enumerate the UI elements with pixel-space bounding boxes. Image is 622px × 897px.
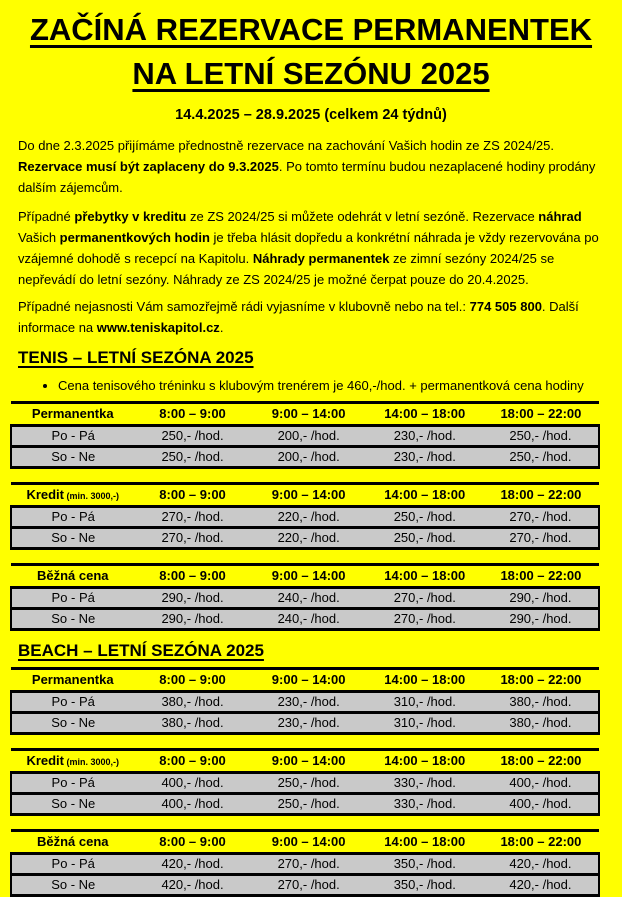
- price-cell: 420,- /hod.: [134, 854, 250, 875]
- price-cell: 250,- /hod.: [251, 794, 367, 815]
- price-cell: 420,- /hod.: [134, 875, 250, 896]
- price-cell: 380,- /hod.: [483, 713, 599, 734]
- price-cell: 250,- /hod.: [483, 447, 599, 468]
- bold-text-run: náhrad: [538, 209, 582, 224]
- time-slot-header: 18:00 – 22:00: [483, 484, 599, 507]
- paragraph-priority-reservations: [18, 135, 602, 198]
- table-category-label: [11, 750, 134, 773]
- price-cell: 250,- /hod.: [367, 507, 483, 528]
- bold-text-run: Náhrady permanentek: [252, 251, 390, 266]
- price-cell: 290,- /hod.: [134, 588, 250, 609]
- price-cell: 270,- /hod.: [251, 854, 367, 875]
- paragraph-contact-info: [18, 296, 602, 338]
- price-cell: 400,- /hod.: [483, 794, 599, 815]
- table-row: [11, 609, 599, 630]
- day-range-label: So - Ne: [11, 528, 134, 549]
- price-cell: 230,- /hod.: [367, 447, 483, 468]
- table-header-row: [11, 831, 599, 854]
- time-slot-header: 8:00 – 9:00: [134, 484, 250, 507]
- text-run: Případné: [18, 209, 75, 224]
- time-slot-header: 8:00 – 9:00: [134, 565, 250, 588]
- table-row: [11, 713, 599, 734]
- time-slot-header: 18:00 – 22:00: [483, 669, 599, 692]
- text-run: . Po tomto termínu budou nezaplacené hodiny prodány dalším zájemcům.: [18, 159, 596, 195]
- time-slot-header: 8:00 – 9:00: [134, 669, 250, 692]
- category-label-note: (min. 3000,-): [64, 757, 120, 767]
- price-cell: 420,- /hod.: [483, 854, 599, 875]
- time-slot-header: 14:00 – 18:00: [367, 565, 483, 588]
- price-cell: 330,- /hod.: [367, 794, 483, 815]
- table-row: [11, 447, 599, 468]
- page-title-line2: NA LETNÍ SEZÓNU 2025: [132, 56, 490, 91]
- time-slot-header: 8:00 – 9:00: [134, 403, 250, 426]
- price-cell: 250,- /hod.: [134, 426, 250, 447]
- category-label-text: Permanentka: [31, 406, 114, 421]
- price-cell: 250,- /hod.: [134, 447, 250, 468]
- price-cell: 400,- /hod.: [134, 773, 250, 794]
- time-slot-header: 9:00 – 14:00: [251, 750, 367, 773]
- time-slot-header: 18:00 – 22:00: [483, 750, 599, 773]
- text-run: . Další informace na: [18, 299, 579, 335]
- price-cell: 350,- /hod.: [367, 875, 483, 896]
- price-cell: 230,- /hod.: [251, 713, 367, 734]
- bold-text-run: www.teniskapitol.cz: [96, 320, 220, 335]
- text-run: .: [219, 320, 224, 335]
- table-category-label: [11, 403, 134, 426]
- price-table: [10, 667, 600, 735]
- price-cell: 380,- /hod.: [134, 692, 250, 713]
- table-header-row: [11, 750, 599, 773]
- paragraph-credit-and-replacements: [18, 206, 602, 290]
- season-date-range: 14.4.2025 – 28.9.2025 (celkem 24 týdnů): [175, 107, 447, 123]
- table-row: [11, 588, 599, 609]
- table-row: [11, 426, 599, 447]
- category-label-text: Kredit: [26, 487, 64, 502]
- price-cell: 290,- /hod.: [483, 588, 599, 609]
- price-cell: 310,- /hod.: [367, 692, 483, 713]
- text-run: Do dne 2.3.2025 přijímáme přednostně rezervace na zachování Vašich hodin ze ZS 2024/25.: [18, 138, 554, 153]
- price-cell: 250,- /hod.: [483, 426, 599, 447]
- table-category-label: [11, 565, 134, 588]
- page-title-line1: ZAČÍNÁ REZERVACE PERMANENTEK: [29, 12, 593, 47]
- price-table: [10, 748, 600, 816]
- table-row: [11, 773, 599, 794]
- price-cell: 400,- /hod.: [134, 794, 250, 815]
- time-slot-header: 9:00 – 14:00: [251, 484, 367, 507]
- time-slot-header: 18:00 – 22:00: [483, 403, 599, 426]
- price-cell: 350,- /hod.: [367, 854, 483, 875]
- time-slot-header: 8:00 – 9:00: [134, 831, 250, 854]
- bold-text-run: Rezervace musí být zaplaceny do 9.3.2025: [18, 159, 279, 174]
- price-table: [10, 829, 600, 897]
- category-label-note: (min. 3000,-): [64, 491, 120, 501]
- price-cell: 230,- /hod.: [367, 426, 483, 447]
- price-cell: 420,- /hod.: [483, 875, 599, 896]
- price-cell: 290,- /hod.: [134, 609, 250, 630]
- table-row: [11, 692, 599, 713]
- day-range-label: Po - Pá: [11, 507, 134, 528]
- page-title: [0, 10, 622, 98]
- time-slot-header: 18:00 – 22:00: [483, 565, 599, 588]
- day-range-label: Po - Pá: [11, 692, 134, 713]
- time-slot-header: 14:00 – 18:00: [367, 484, 483, 507]
- section-heading-tenis: TENIS – LETNÍ SEZÓNA 2025: [18, 348, 254, 367]
- table-header-row: [11, 565, 599, 588]
- table-row: [11, 794, 599, 815]
- table-category-label: [11, 669, 134, 692]
- day-range-label: Po - Pá: [11, 773, 134, 794]
- price-cell: 200,- /hod.: [251, 447, 367, 468]
- time-slot-header: 8:00 – 9:00: [134, 750, 250, 773]
- day-range-label: So - Ne: [11, 794, 134, 815]
- price-table: [10, 401, 600, 469]
- table-header-row: [11, 669, 599, 692]
- bold-text-run: 774 505 800: [469, 299, 542, 314]
- table-header-row: [11, 403, 599, 426]
- price-cell: 380,- /hod.: [134, 713, 250, 734]
- category-label-text: Permanentka: [31, 672, 114, 687]
- text-run: ze zimní sezóny 2024/25 se nepřevádí do letní sezóny. Náhrady ze ZS 2024/25 je možné čerpat pouze do 20.4.2025.: [18, 251, 555, 287]
- price-cell: 220,- /hod.: [251, 507, 367, 528]
- price-cell: 270,- /hod.: [367, 609, 483, 630]
- price-cell: 400,- /hod.: [483, 773, 599, 794]
- price-cell: 240,- /hod.: [251, 609, 367, 630]
- price-cell: 240,- /hod.: [251, 588, 367, 609]
- day-range-label: Po - Pá: [11, 426, 134, 447]
- time-slot-header: 9:00 – 14:00: [251, 831, 367, 854]
- day-range-label: So - Ne: [11, 875, 134, 896]
- category-label-text: Běžná cena: [36, 568, 109, 583]
- price-cell: 270,- /hod.: [251, 875, 367, 896]
- price-table: [10, 563, 600, 631]
- time-slot-header: 14:00 – 18:00: [367, 831, 483, 854]
- price-cell: 200,- /hod.: [251, 426, 367, 447]
- price-table: [10, 482, 600, 550]
- price-cell: 250,- /hod.: [251, 773, 367, 794]
- bold-text-run: přebytky v kreditu: [74, 209, 187, 224]
- price-cell: 270,- /hod.: [367, 588, 483, 609]
- day-range-label: So - Ne: [11, 447, 134, 468]
- day-range-label: Po - Pá: [11, 588, 134, 609]
- price-cell: 250,- /hod.: [367, 528, 483, 549]
- time-slot-header: 9:00 – 14:00: [251, 669, 367, 692]
- price-cell: 270,- /hod.: [483, 507, 599, 528]
- text-run: ze ZS 2024/25 si můžete odehrát v letní sezóně. Rezervace: [186, 209, 539, 224]
- price-cell: 220,- /hod.: [251, 528, 367, 549]
- time-slot-header: 9:00 – 14:00: [251, 403, 367, 426]
- price-cell: 330,- /hod.: [367, 773, 483, 794]
- text-run: Případné nejasnosti Vám samozřejmě rádi vyjasníme v klubovně nebo na tel.:: [18, 299, 470, 314]
- tenis-training-price-note: • Cena tenisového tréninku s klubovým trenérem je 460,-/hod. + permanentková cena hodiny: [58, 376, 602, 396]
- section-heading-beach: BEACH – LETNÍ SEZÓNA 2025: [18, 641, 264, 660]
- day-range-label: So - Ne: [11, 609, 134, 630]
- price-cell: 310,- /hod.: [367, 713, 483, 734]
- flyer-header: [0, 10, 622, 123]
- category-label-text: Běžná cena: [36, 834, 109, 849]
- time-slot-header: 14:00 – 18:00: [367, 750, 483, 773]
- price-cell: 270,- /hod.: [483, 528, 599, 549]
- table-row: [11, 528, 599, 549]
- table-category-label: [11, 831, 134, 854]
- table-row: [11, 507, 599, 528]
- text-run: Vašich: [18, 230, 60, 245]
- table-header-row: [11, 484, 599, 507]
- price-cell: 290,- /hod.: [483, 609, 599, 630]
- table-row: [11, 854, 599, 875]
- tenis-notes-list: [0, 376, 602, 396]
- table-category-label: [11, 484, 134, 507]
- bold-text-run: permanentkových hodin: [59, 230, 210, 245]
- category-label-text: Kredit: [26, 753, 64, 768]
- price-cell: 270,- /hod.: [134, 507, 250, 528]
- table-row: [11, 875, 599, 896]
- day-range-label: Po - Pá: [11, 854, 134, 875]
- text-run: je třeba hlásit dopředu a konkrétní náhrada je vždy rezervována po vzájemné dohodě s recepcí na Kapitolu.: [18, 230, 599, 266]
- time-slot-header: 14:00 – 18:00: [367, 669, 483, 692]
- price-cell: 230,- /hod.: [251, 692, 367, 713]
- price-cell: 270,- /hod.: [134, 528, 250, 549]
- time-slot-header: 14:00 – 18:00: [367, 403, 483, 426]
- price-cell: 380,- /hod.: [483, 692, 599, 713]
- time-slot-header: 18:00 – 22:00: [483, 831, 599, 854]
- time-slot-header: 9:00 – 14:00: [251, 565, 367, 588]
- day-range-label: So - Ne: [11, 713, 134, 734]
